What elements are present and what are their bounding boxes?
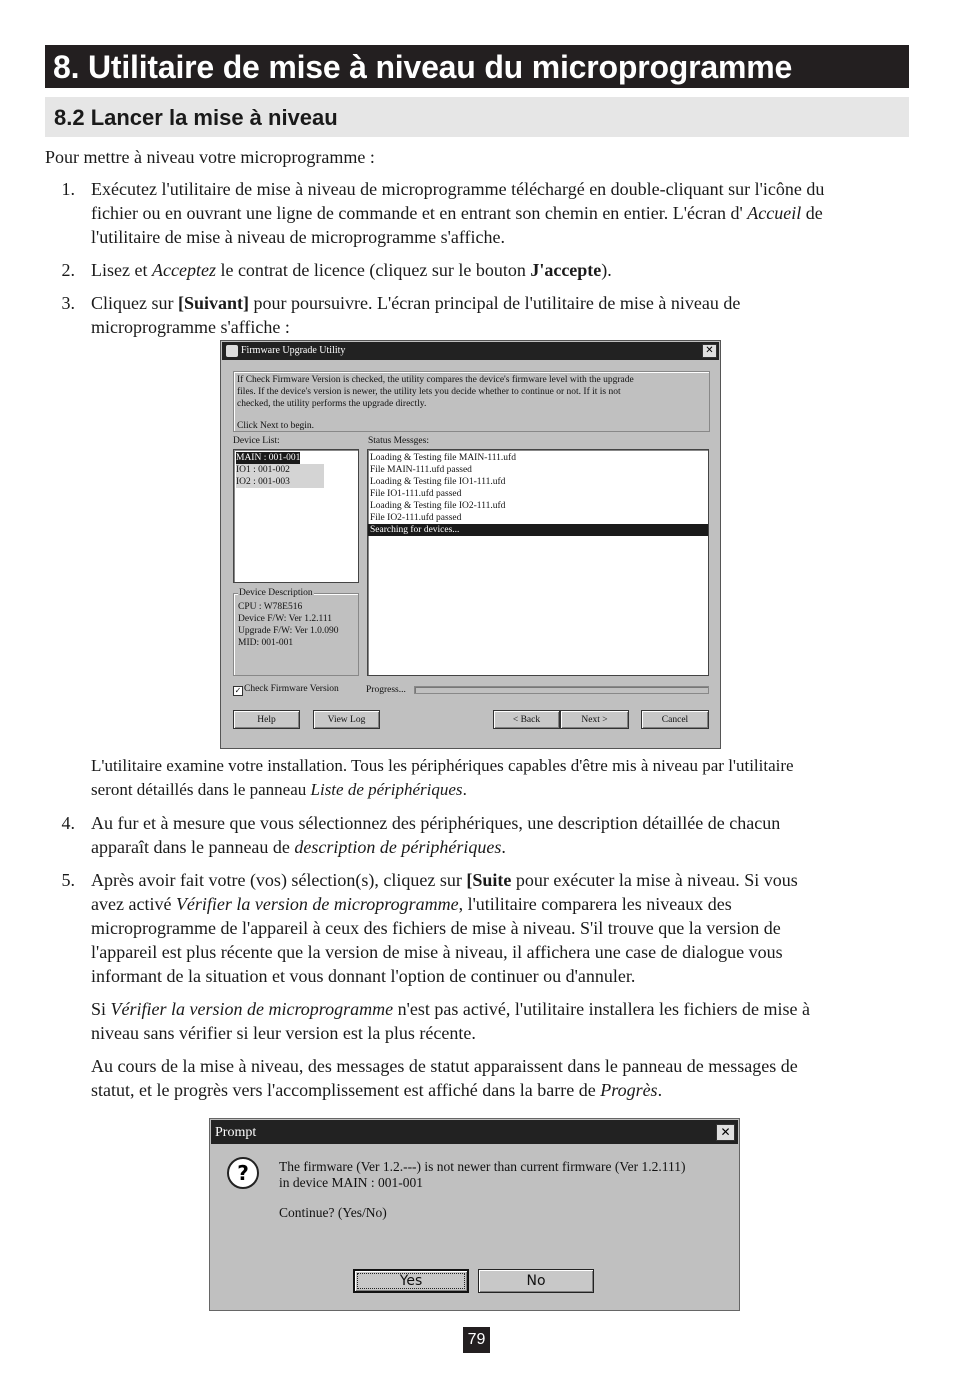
cancel-button[interactable]: Cancel bbox=[641, 710, 709, 729]
step-5-line-2: avez activé Vérifier la version de microprogramme, l'utilitaire comparera les niveaux des bbox=[91, 894, 732, 914]
status-message: File IO2-111.ufd passed bbox=[370, 513, 462, 523]
step-3-after-line-2: seront détaillés dans le panneau Liste de périphériques. bbox=[91, 780, 467, 799]
check-firmware-label: Check Firmware Version bbox=[244, 684, 339, 694]
firmware-upgrade-utility-window bbox=[220, 340, 721, 749]
device-list-item[interactable]: IO2 : 001-003 bbox=[236, 476, 324, 488]
status-message: Searching for devices... bbox=[368, 524, 708, 536]
step-4-line-1: Au fur et à mesure que vous sélectionnez des périphériques, une description détaillée de chacun bbox=[91, 813, 781, 833]
status-messages-list[interactable] bbox=[367, 449, 709, 676]
step-2-text: Lisez et Acceptez le contrat de licence (cliquez sur le bouton J'accepte). bbox=[91, 260, 612, 280]
device-list-item[interactable]: MAIN : 001-001 bbox=[236, 453, 301, 463]
step-5-line-4: l'appareil est plus récente que la version de mise à niveau, il affichera une case de dialogue vous bbox=[91, 942, 783, 962]
status-message: Loading & Testing file IO2-111.ufd bbox=[370, 501, 506, 511]
prompt-title: Prompt bbox=[215, 1125, 257, 1140]
progress-label: Progress... bbox=[366, 685, 406, 695]
prompt-message-line-1: The firmware (Ver 1.2.---) is not newer than current firmware (Ver 1.2.111) bbox=[279, 1159, 686, 1174]
question-icon: ? bbox=[227, 1157, 259, 1189]
step-number: 1. bbox=[61, 179, 75, 199]
step-1-line-2: fichier ou en ouvrant une ligne de commande et en entrant son chemin en entier. L'écran d' Accueil de bbox=[91, 203, 823, 223]
status-message: File MAIN-111.ufd passed bbox=[370, 465, 472, 475]
status-messages-label: Status Messges: bbox=[368, 436, 429, 446]
view-log-button[interactable]: View Log bbox=[313, 710, 380, 729]
info-click-text: Click Next to begin. bbox=[237, 421, 315, 431]
yes-button[interactable]: Yes bbox=[353, 1269, 469, 1293]
info-line: files. If the device's version is newer, the utility lets you decide whether to continue or not. If it is not bbox=[237, 387, 621, 397]
step-3-after-text bbox=[91, 754, 909, 802]
step-5-paragraph-2 bbox=[91, 997, 909, 1045]
device-list-item[interactable]: IO1 : 001-002 bbox=[236, 464, 324, 476]
step-4-text bbox=[91, 811, 909, 859]
step-5-line-1: Après avoir fait votre (vos) sélection(s), cliquez sur [Suite pour exécuter la mise à niveau. Si vous bbox=[91, 870, 798, 890]
progress-bar bbox=[414, 686, 709, 694]
prompt-message-line-2: in device MAIN : 001-001 bbox=[279, 1175, 423, 1190]
step-1-line-1: Exécutez l'utilitaire de mise à niveau de microprogramme téléchargé en double-cliquant sur l'icône du bbox=[91, 179, 825, 199]
step-1-text bbox=[91, 177, 909, 249]
app-icon bbox=[226, 345, 238, 357]
step-number: 2. bbox=[61, 260, 75, 280]
window-title: Firmware Upgrade Utility bbox=[241, 345, 346, 356]
page-number: 79 bbox=[463, 1327, 490, 1353]
step-5-line-5: informant de la situation et vous donnant l'option de continuer ou d'annuler. bbox=[91, 966, 636, 986]
subsection-heading: 8.2 Lancer la mise à niveau bbox=[45, 97, 909, 137]
device-list[interactable] bbox=[233, 449, 359, 583]
step-5-para2-line-2: niveau sans vérifier si leur version est la plus récente. bbox=[91, 1023, 476, 1043]
step-5-para3-line-2: statut, et le progrès vers l'accomplissement est affiché dans la barre de Progrès. bbox=[91, 1080, 663, 1100]
step-5-paragraph-3 bbox=[91, 1054, 909, 1102]
section-heading: 8. Utilitaire de mise à niveau du microprogramme bbox=[45, 45, 909, 88]
step-5-para2-line-1: Si Vérifier la version de microprogramme n'est pas activé, l'utilitaire installera les fichiers de mise à bbox=[91, 999, 810, 1019]
step-3-text bbox=[91, 291, 909, 339]
close-icon[interactable]: ✕ bbox=[702, 344, 717, 358]
back-button[interactable]: < Back bbox=[493, 710, 560, 729]
description-line: CPU : W78E516 bbox=[238, 602, 303, 612]
description-line: Device F/W: Ver 1.2.111 bbox=[238, 614, 333, 624]
prompt-dialog bbox=[209, 1118, 740, 1311]
step-3-line-1: Cliquez sur [Suivant] pour poursuivre. L'écran principal de l'utilitaire de mise à niveau de bbox=[91, 293, 741, 313]
intro-text: Pour mettre à niveau votre microprogramme : bbox=[45, 147, 375, 167]
step-4-line-2: apparaît dans le panneau de description de périphériques. bbox=[91, 837, 506, 857]
info-line: If Check Firmware Version is checked, the utility compares the device's firmware level with the upgrade bbox=[237, 375, 634, 385]
step-1-line-3: l'utilitaire de mise à niveau de microprogramme s'affiche. bbox=[91, 227, 505, 247]
check-firmware-checkbox[interactable]: ✓ bbox=[234, 686, 242, 695]
next-button[interactable]: Next > bbox=[560, 710, 629, 729]
status-message: Loading & Testing file MAIN-111.ufd bbox=[370, 453, 516, 463]
prompt-question: Continue? (Yes/No) bbox=[279, 1205, 387, 1220]
step-5-line-3: microprogramme de l'appareil à ceux des fichiers de mise à niveau. S'il trouve que la version de bbox=[91, 918, 781, 938]
prompt-titlebar bbox=[211, 1120, 738, 1144]
step-number: 3. bbox=[61, 293, 75, 313]
device-description-panel bbox=[233, 588, 359, 676]
help-button[interactable]: Help bbox=[233, 710, 300, 729]
step-3-line-2: microprogramme s'affiche : bbox=[91, 317, 290, 337]
info-line: checked, the utility performs the upgrade directly. bbox=[237, 399, 427, 409]
device-description-label: Device Description bbox=[239, 588, 313, 598]
description-line: MID: 001-001 bbox=[238, 638, 294, 648]
no-button[interactable]: No bbox=[478, 1269, 594, 1293]
step-5-para3-line-1: Au cours de la mise à niveau, des messages de statut apparaissent dans le panneau de messages de bbox=[91, 1056, 798, 1076]
status-message: Loading & Testing file IO1-111.ufd bbox=[370, 477, 506, 487]
close-icon[interactable]: ✕ bbox=[716, 1124, 735, 1141]
window-titlebar bbox=[222, 342, 719, 360]
info-panel bbox=[233, 371, 710, 432]
step-3-after-line-1: L'utilitaire examine votre installation. Tous les périphériques capables d'être mis à niveau par l'utilitaire bbox=[91, 756, 794, 775]
step-number: 5. bbox=[61, 870, 75, 890]
device-list-label: Device List: bbox=[233, 436, 280, 446]
description-line: Upgrade F/W: Ver 1.0.090 bbox=[238, 626, 339, 636]
step-5-text bbox=[91, 868, 909, 988]
step-number: 4. bbox=[61, 813, 75, 833]
status-message: File IO1-111.ufd passed bbox=[370, 489, 462, 499]
